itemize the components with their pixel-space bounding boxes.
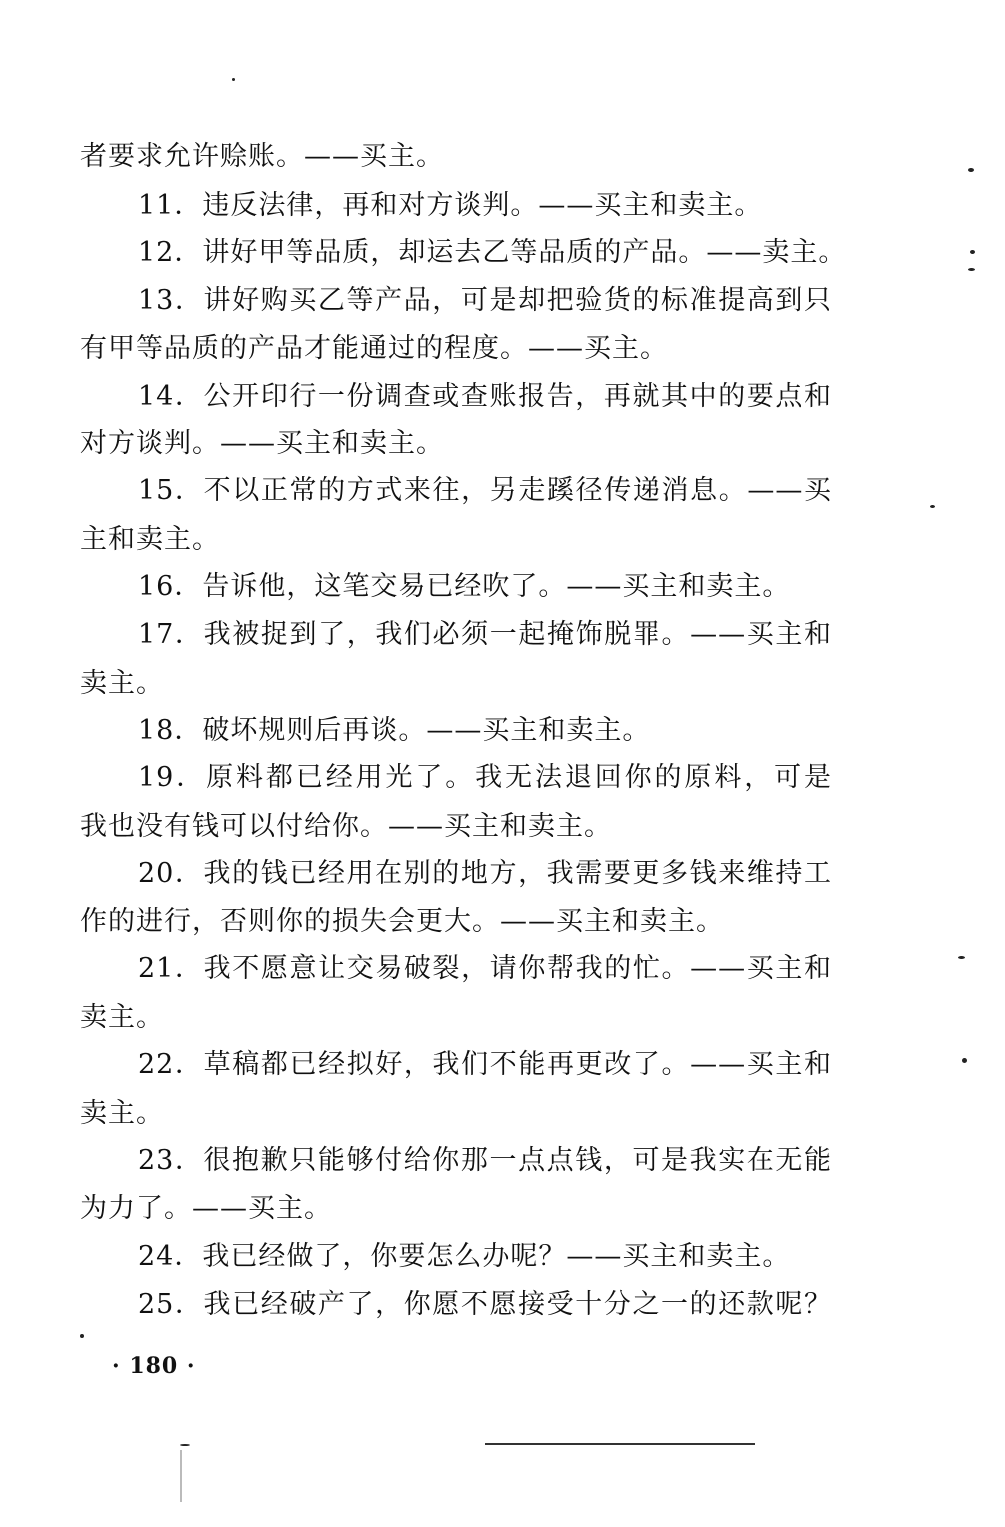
scan-speck [232, 78, 235, 81]
page-number: · 180 · [112, 1353, 196, 1379]
scan-speck [962, 1058, 967, 1063]
scan-speck [958, 956, 965, 959]
scan-rule-mark [485, 1443, 755, 1445]
text-line-20: 22．草稿都已经拟好，我们不能再更改了。——买主和 [138, 1049, 832, 1080]
text-line-16: 20．我的钱已经用在别的地方，我需要更多钱来维持工 [138, 858, 832, 889]
text-line-24: 24．我已经做了，你要怎么办呢？——买主和卖主。 [138, 1241, 791, 1272]
text-line-8: 15．不以正常的方式来往，另走蹊径传递消息。——买 [138, 475, 832, 506]
text-line-6: 14．公开印行一份调查或查账报告，再就其中的要点和 [138, 381, 832, 412]
scan-speck [968, 268, 975, 271]
text-line-19: 卖主。 [80, 1002, 164, 1033]
text-line-14: 19．原料都已经用光了。我无法退回你的原料，可是 [138, 762, 832, 793]
text-line-9: 主和卖主。 [80, 524, 220, 555]
text-line-5: 有甲等品质的产品才能通过的程度。——买主。 [80, 333, 668, 364]
scan-speck [80, 1334, 84, 1338]
text-line-15: 我也没有钱可以付给你。——买主和卖主。 [80, 811, 612, 842]
text-line-7: 对方谈判。——买主和卖主。 [80, 428, 444, 459]
scan-edge-mark [180, 1450, 182, 1502]
text-line-10: 16．告诉他，这笔交易已经吹了。——买主和卖主。 [138, 571, 791, 602]
scan-speck [930, 505, 935, 508]
text-line-21: 卖主。 [80, 1098, 164, 1129]
text-line-3: 12．讲好甲等品质，却运去乙等品质的产品。——卖主。 [138, 237, 847, 268]
scan-speck [968, 168, 974, 172]
text-line-23: 为力了。——买主。 [80, 1193, 332, 1224]
text-line-25: 25．我已经破产了，你愿不愿接受十分之一的还款呢？ [138, 1289, 832, 1320]
text-line-22: 23．很抱歉只能够付给你那一点点钱，可是我实在无能 [138, 1145, 832, 1176]
scan-speck [180, 1444, 190, 1446]
text-line-12: 卖主。 [80, 668, 164, 699]
text-line-18: 21．我不愿意让交易破裂，请你帮我的忙。——买主和 [138, 953, 832, 984]
text-line-11: 17．我被捉到了，我们必须一起掩饰脱罪。——买主和 [138, 619, 832, 650]
scan-speck [970, 250, 975, 254]
text-line-2: 11．违反法律，再和对方谈判。——买主和卖主。 [138, 190, 763, 221]
text-line-4: 13．讲好购买乙等产品，可是却把验货的标准提高到只 [138, 285, 832, 316]
text-line-1: 者要求允许赊账。——买主。 [80, 141, 444, 172]
text-line-17: 作的进行，否则你的损失会更大。——买主和卖主。 [80, 906, 724, 937]
text-line-13: 18．破坏规则后再谈。——买主和卖主。 [138, 715, 651, 746]
